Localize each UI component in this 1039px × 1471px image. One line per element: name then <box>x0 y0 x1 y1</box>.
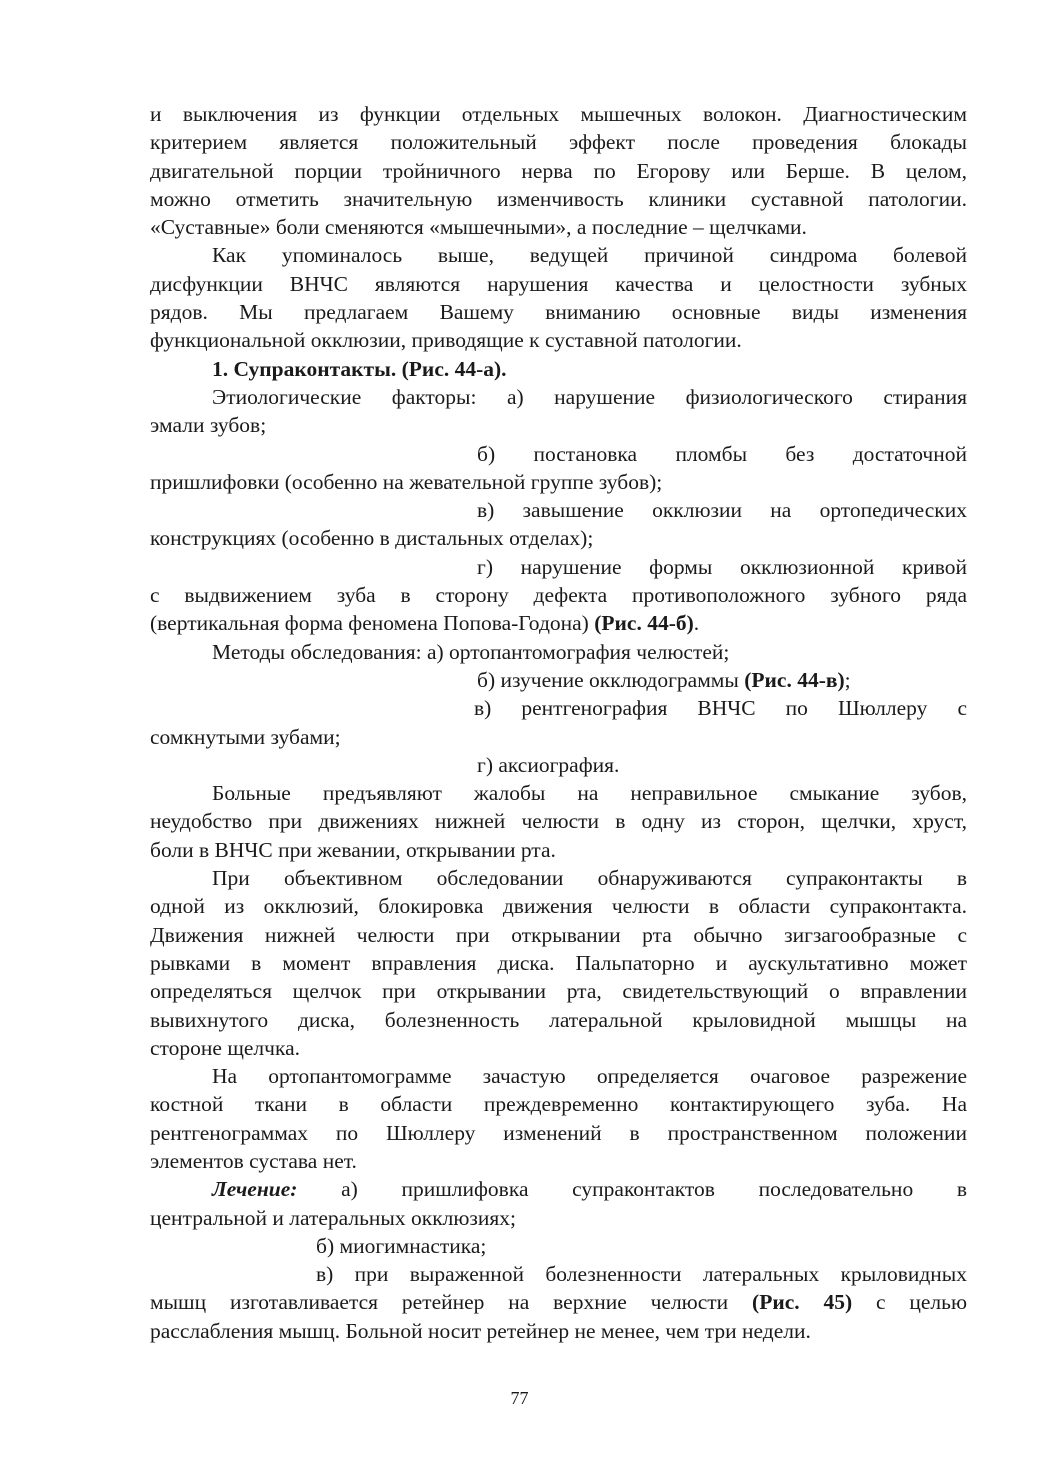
text-line: дисфункции ВНЧС являются нарушения качества и целостности зубных <box>150 271 967 296</box>
list-item: б) постановка пломбы без достаточной <box>477 441 967 466</box>
text-line: Движения нижней челюсти при открывании рта обычно зигзагообразные с <box>150 922 967 947</box>
text-line: рентгенограммах по Шюллеру изменений в пространственном положении <box>150 1120 967 1145</box>
text-line <box>150 609 967 637</box>
text-line: одной из окклюзий, блокировка движения челюсти в области супраконтакта. <box>150 894 967 919</box>
figure-ref: (Рис. 45) <box>752 1290 853 1315</box>
section-heading <box>150 355 967 383</box>
treatment-label: Лечение: <box>212 1177 298 1202</box>
text-line: пришлифовки (особенно на жевательной группе зубов); <box>150 469 663 494</box>
text-line: эмали зубов; <box>150 413 267 438</box>
text-line: «Суставные» боли сменяются «мышечными», а последние – щелчками. <box>150 215 807 240</box>
document-page <box>150 100 967 1345</box>
text-line: костной ткани в области преждевременно контактирующего зуба. На <box>150 1092 967 1117</box>
text-line: рывками в момент вправления диска. Пальпаторно и аускультативно может <box>150 950 967 975</box>
text-line: неудобство при движениях нижней челюсти в одну из сторон, щелчки, хруст, <box>150 809 967 834</box>
heading-text: 1. Супраконтакты. (Рис. 44-а). <box>212 356 507 381</box>
text-line: рядов. Мы предлагаем Вашему вниманию основные виды изменения <box>150 300 967 325</box>
text-line: можно отметить значительную изменчивость клиники суставной патологии. <box>150 186 967 211</box>
text-run: (вертикальная форма феномена Попова-Годона) <box>150 611 589 636</box>
paragraph-start: Больные предъявляют жалобы на неправильное смыкание зубов, <box>212 781 967 806</box>
list-item: г) нарушение формы окклюзионной кривой <box>477 554 967 579</box>
text-run: мышц изготавливается ретейнер на верхние челюсти <box>150 1290 729 1315</box>
list-item: в) при выраженной болезненности латеральных крыловидных <box>316 1262 967 1287</box>
list-item: в) рентгенография ВНЧС по Шюллеру с <box>474 696 967 721</box>
text-run: с целью <box>876 1290 968 1315</box>
text-line: и выключения из функции отдельных мышечных волокон. Диагностическим <box>150 102 967 126</box>
text-line: вывихнутого диска, болезненность латеральной крыловидной мышцы на <box>150 1007 967 1032</box>
paragraph-start <box>150 1175 967 1203</box>
text-line: двигательной порции тройничного нерва по Егорову или Берше. В целом, <box>150 158 967 183</box>
text-line <box>150 1288 967 1316</box>
text-line: центральной и латеральных окклюзиях; <box>150 1205 517 1230</box>
list-item <box>150 666 967 694</box>
figure-ref: (Рис. 44-в) <box>744 667 845 692</box>
paragraph-start: Как упоминалось выше, ведущей причиной синдрома болевой <box>212 243 967 268</box>
list-item: б) миогимнастика; <box>316 1233 487 1258</box>
text-line: критерием является положительный эффект после проведения блокады <box>150 130 967 155</box>
text-line: Методы обследования: а) ортопантомография челюстей; <box>212 639 730 664</box>
text-run: . <box>693 611 700 636</box>
text-line: сомкнутыми зубами; <box>150 724 341 749</box>
paragraph-start: При объективном обследовании обнаруживаются супраконтакты в <box>212 866 967 891</box>
text-line: расслабления мышц. Больной носит ретейнер не менее, чем три недели. <box>150 1318 811 1343</box>
text-line: определяться щелчок при открывании рта, свидетельствующий о вправлении <box>150 979 967 1004</box>
text-line: элементов сустава нет. <box>150 1148 357 1173</box>
text-line: с выдвижением зуба в сторону дефекта противоположного зубного ряда <box>150 583 967 608</box>
page-number: 77 <box>510 1388 529 1408</box>
paragraph-start: Этиологические факторы: а) нарушение физиологического стирания <box>212 384 967 409</box>
text-line: боли в ВНЧС при жевании, открывании рта. <box>150 837 556 862</box>
list-item: в) завышение окклюзии на ортопедических <box>477 498 967 523</box>
text-run: ; <box>844 667 851 692</box>
text-line: конструкциях (особенно в дистальных отделах); <box>150 526 594 551</box>
text-run: б) изучение окклюдограммы <box>477 667 739 692</box>
paragraph-start: На ортопантомограмме зачастую определяется очаговое разрежение <box>212 1064 967 1089</box>
text-run: а) пришлифовка супраконтактов последовательно в <box>341 1177 967 1202</box>
text-line: функциональной окклюзии, приводящие к суставной патологии. <box>150 328 742 353</box>
figure-ref: (Рис. 44-б) <box>594 611 694 636</box>
list-item: г) аксиография. <box>477 752 620 777</box>
text-line: стороне щелчка. <box>150 1035 301 1060</box>
